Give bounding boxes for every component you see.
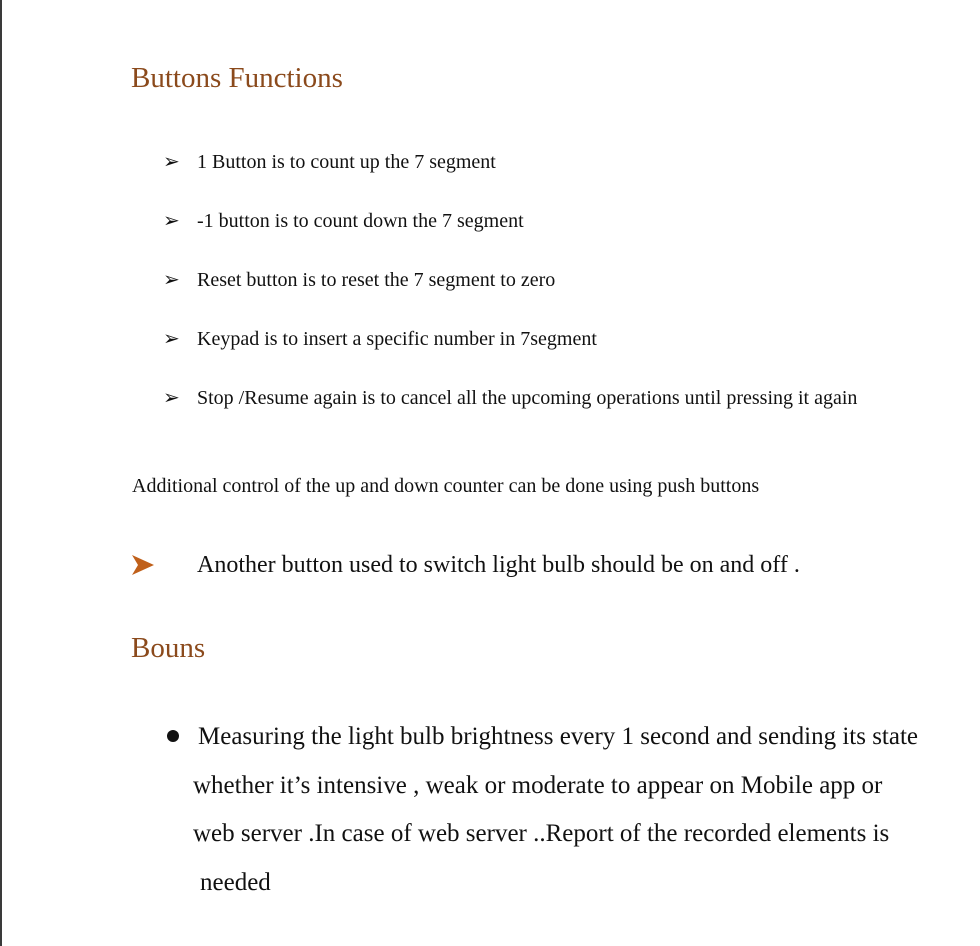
orange-arrow-icon [130, 553, 156, 577]
arrow-bullet-icon: ➢ [163, 328, 180, 350]
bonus-text-line: whether it’s intensive , weak or moderate to appear on Mobile app or [193, 772, 883, 799]
section-heading-bouns: Bouns [131, 632, 206, 664]
list-item-text: Keypad is to insert a specific number in 7segment [197, 328, 597, 350]
bullet-dot-icon [167, 730, 179, 742]
highlight-item-text: Another button used to switch light bulb should be on and off . [197, 552, 800, 578]
bonus-text-line: Measuring the light bulb brightness every 1 second and sending its state [198, 723, 919, 750]
arrow-bullet-icon: ➢ [163, 210, 180, 232]
list-item-text: Stop /Resume again is to cancel all the upcoming operations until pressing it again [197, 387, 858, 409]
list-item [163, 270, 555, 290]
list-item [163, 152, 496, 172]
section-heading-buttons-functions: Buttons Functions [131, 62, 343, 94]
arrow-bullet-icon: ➢ [163, 151, 180, 173]
list-item-text: -1 button is to count down the 7 segment [197, 210, 524, 232]
list-item-text: Reset button is to reset the 7 segment to zero [197, 269, 556, 291]
bonus-text-line: web server .In case of web server ..Report of the recorded elements is [193, 820, 890, 847]
list-item [163, 329, 597, 349]
list-item [163, 211, 524, 231]
list-item [163, 388, 857, 408]
list-item-text: 1 Button is to count up the 7 segment [197, 151, 496, 173]
paragraph-additional-control: Additional control of the up and down counter can be done using push buttons [132, 475, 760, 497]
arrow-bullet-icon: ➢ [163, 387, 180, 409]
arrow-bullet-icon: ➢ [163, 269, 180, 291]
page-left-border [0, 0, 2, 946]
bonus-text-line: needed [200, 869, 271, 896]
